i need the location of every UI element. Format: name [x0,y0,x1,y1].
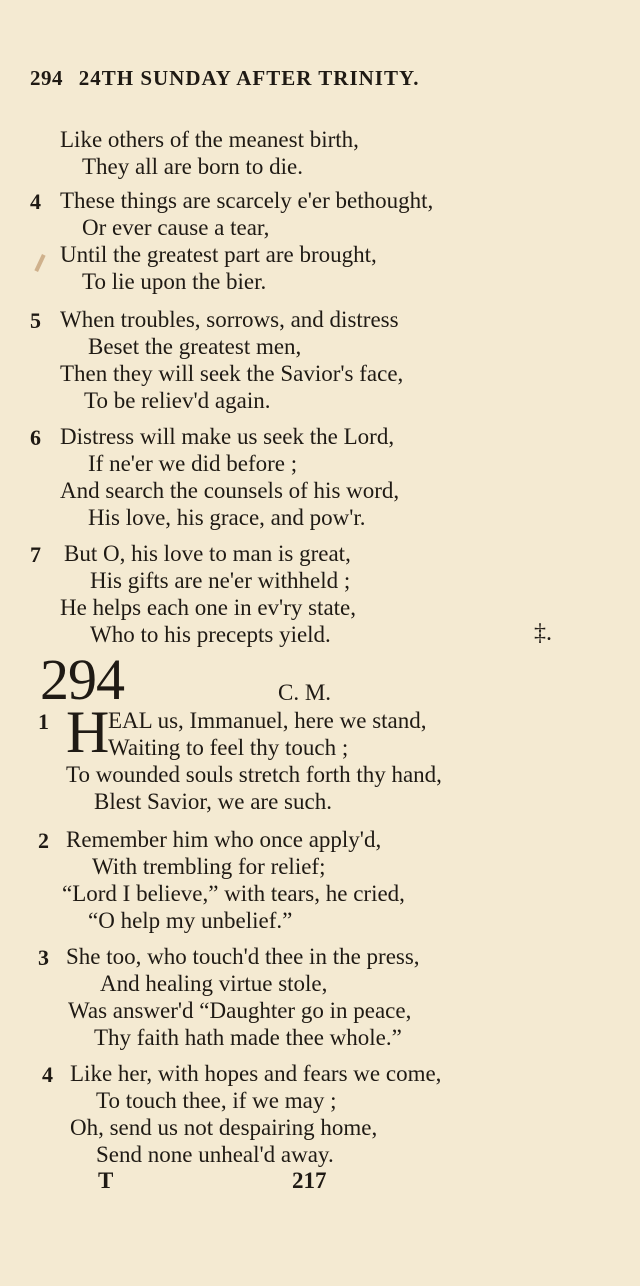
hymn-number: 294 [40,647,124,712]
footer-page-number: 217 [292,1168,327,1193]
verse-line: These things are scarcely e'er bethought, [60,188,434,213]
verse-line: Remember him who once apply'd, [66,827,382,852]
verse-line: Beset the greatest men, [88,334,302,359]
verse-line: To wounded souls stretch forth thy hand, [66,762,442,787]
verse-line: Who to his precepts yield. [90,622,331,647]
verse-line: Or ever cause a tear, [82,215,270,240]
verse-line: His love, his grace, and pow'r. [88,505,366,530]
verse-line: Waiting to feel thy touch ; [108,735,349,760]
verse-line: His gifts are ne'er withheld ; [90,568,351,593]
verse-line: To touch thee, if we may ; [96,1088,337,1113]
verse-number: 2 [38,828,49,853]
verse-line: “O help my unbelief.” [88,908,293,933]
verse-line: Thy faith hath made thee whole.” [94,1025,402,1050]
verse-line: But O, his love to man is great, [64,541,351,566]
verse-line: Then they will seek the Savior's face, [60,361,404,386]
verse-number: 4 [30,189,41,214]
verse-line: EAL us, Immanuel, here we stand, [108,708,427,733]
verse-number: 6 [30,425,41,450]
verse-line: They all are born to die. [82,154,303,179]
verse-line: “Lord I believe,” with tears, he cried, [62,881,405,906]
verse-number: 3 [38,945,49,970]
drop-cap: H [66,699,110,765]
verse-line: With trembling for relief; [92,854,326,879]
double-dagger-mark: ‡. [534,620,552,646]
verse-line: She too, who touch'd thee in the press, [66,944,420,969]
verse-number: 5 [30,308,41,333]
verse-line: Like others of the meanest birth, [60,127,359,152]
verse-line: Blest Savior, we are such. [94,789,332,814]
verse-number: 7 [30,542,41,567]
verse-line: Oh, send us not despairing home, [70,1115,378,1140]
ink-smudge [34,254,45,272]
signature-mark: T [98,1168,114,1193]
hymn-meter: C. M. [278,680,332,705]
verse-line: When troubles, sorrows, and distress [60,307,399,332]
verse-line: Was answer'd “Daughter go in peace, [68,998,412,1023]
verse-number: 4 [42,1062,53,1087]
verse-line: Like her, with hopes and fears we come, [70,1061,442,1086]
verse-line: Until the greatest part are brought, [60,242,377,267]
verse-line: To lie upon the bier. [82,269,267,294]
verse-line: And search the counsels of his word, [60,478,400,503]
verse-line: Distress will make us seek the Lord, [60,424,395,449]
header-title: 24TH SUNDAY AFTER TRINITY. [78,66,420,90]
verse-line: To be reliev'd again. [84,388,271,413]
verse-number: 1 [38,709,49,734]
running-header [30,66,530,91]
verse-line: If ne'er we did before ; [88,451,298,476]
verse-line: And healing virtue stole, [100,971,328,996]
header-page-number: 294 [30,66,63,90]
verse-line: He helps each one in ev'ry state, [60,595,357,620]
verse-line: Send none unheal'd away. [96,1142,334,1167]
